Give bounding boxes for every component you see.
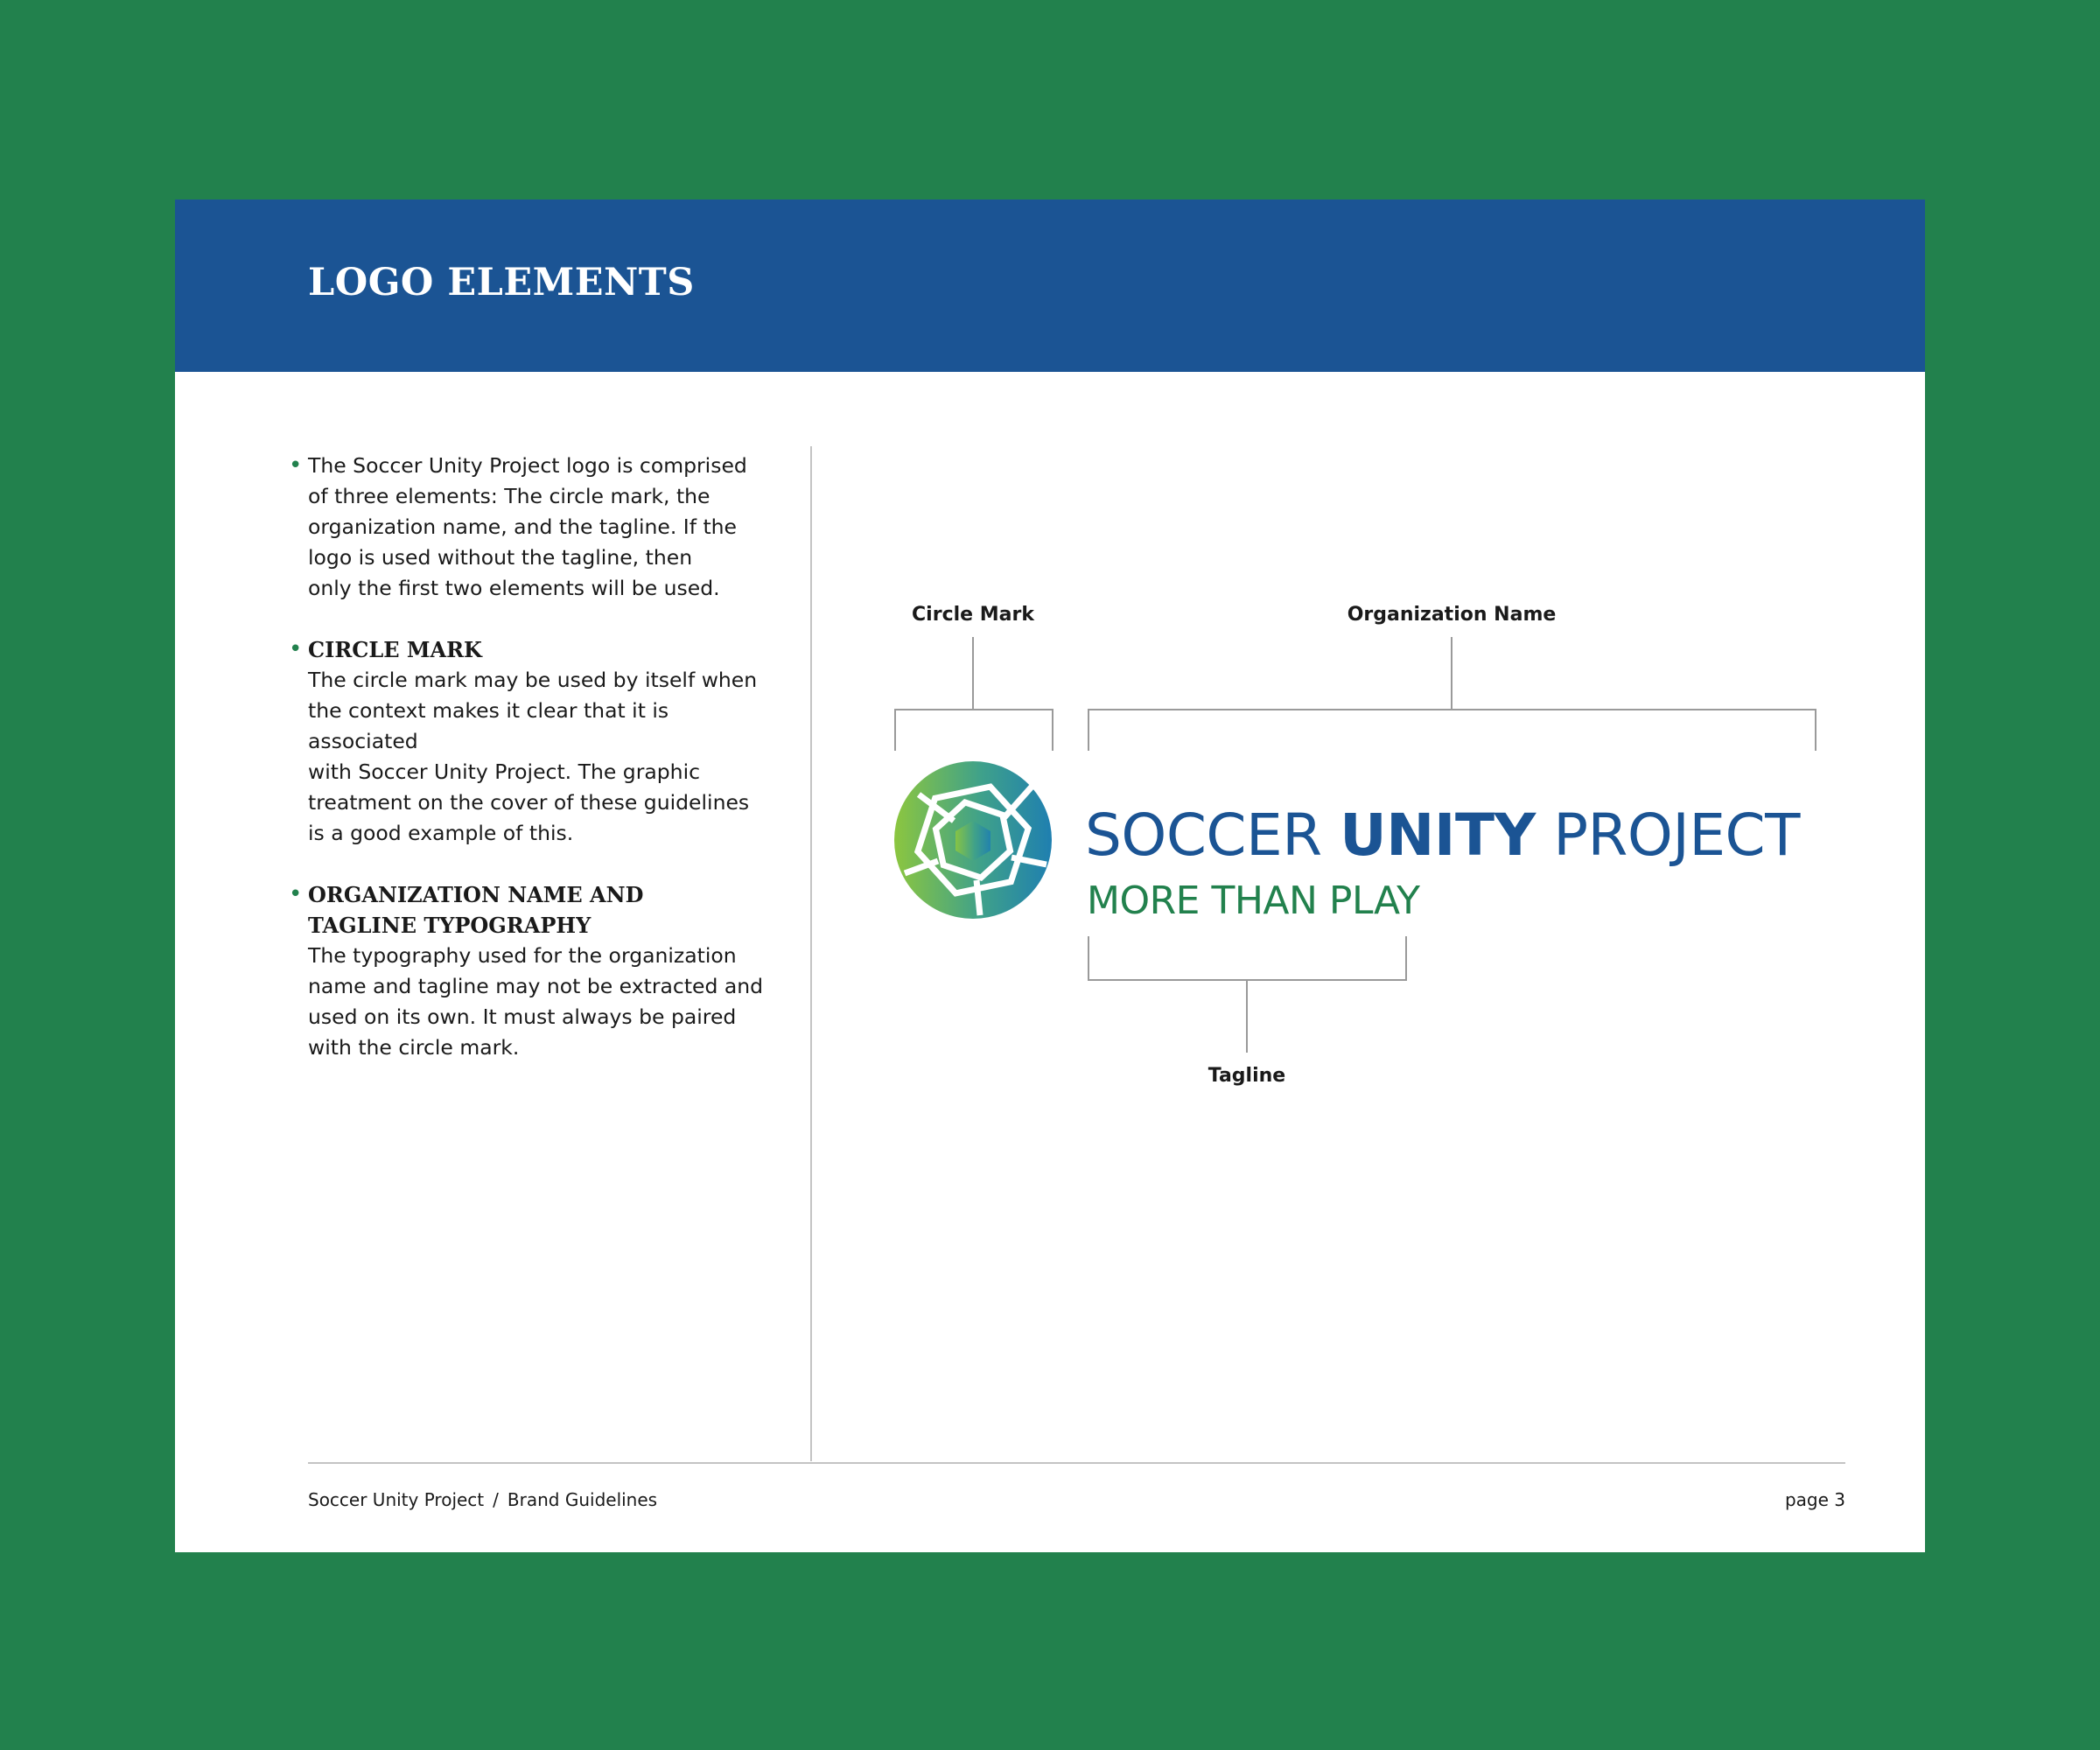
label-organization-name: Organization Name xyxy=(1347,604,1557,626)
bullet-dot-icon: • xyxy=(289,452,303,479)
bracket-organization-name xyxy=(1088,710,1816,751)
bullet-body: The typography used for the organization name and tagline may not be extracted and used on its own. It must always be paired with the circle mark. xyxy=(308,943,764,1060)
bullet-dot-icon: • xyxy=(289,881,303,907)
org-name-part-soccer: SOCCER xyxy=(1085,802,1340,869)
page-number: page 3 xyxy=(1784,1489,1845,1510)
bullet-heading: CIRCLE MARK xyxy=(308,637,482,662)
circle-mark-icon xyxy=(892,760,1054,920)
footer-breadcrumb xyxy=(308,1489,657,1510)
tagline: MORE THAN PLAY xyxy=(1087,878,1420,923)
footer-rule xyxy=(308,1462,1845,1464)
footer-org: Soccer Unity Project xyxy=(308,1489,485,1510)
bracket-circle-mark xyxy=(895,710,1053,751)
bullet-body: The circle mark may be used by itself when the context makes it clear that it is associated with Soccer Unity Project. The graphic treatment on the cover of these guidelines is a good example of this. xyxy=(308,668,758,845)
bullet-heading: ORGANIZATION NAME AND TAGLINE TYPOGRAPHY xyxy=(308,882,644,938)
org-name-part-project: PROJECT xyxy=(1535,802,1800,869)
bullet-dot-icon: • xyxy=(289,636,303,662)
org-name-part-unity: UNITY xyxy=(1340,802,1536,869)
label-circle-mark: Circle Mark xyxy=(912,604,1034,626)
footer-doc: Brand Guidelines xyxy=(507,1489,658,1510)
footer-separator: / xyxy=(493,1489,499,1510)
bracket-tagline xyxy=(1088,936,1406,980)
bullet-body: The Soccer Unity Project logo is comprised of three elements: The circle mark, the organization name, and the tagline. If the logo is used without the tagline, then only the first two elements will be used. xyxy=(308,453,747,600)
organization-name xyxy=(1085,802,1800,869)
label-tagline: Tagline xyxy=(1208,1065,1286,1087)
page-title: LOGO ELEMENTS xyxy=(308,261,695,304)
brand-guidelines-page xyxy=(175,200,1925,1552)
